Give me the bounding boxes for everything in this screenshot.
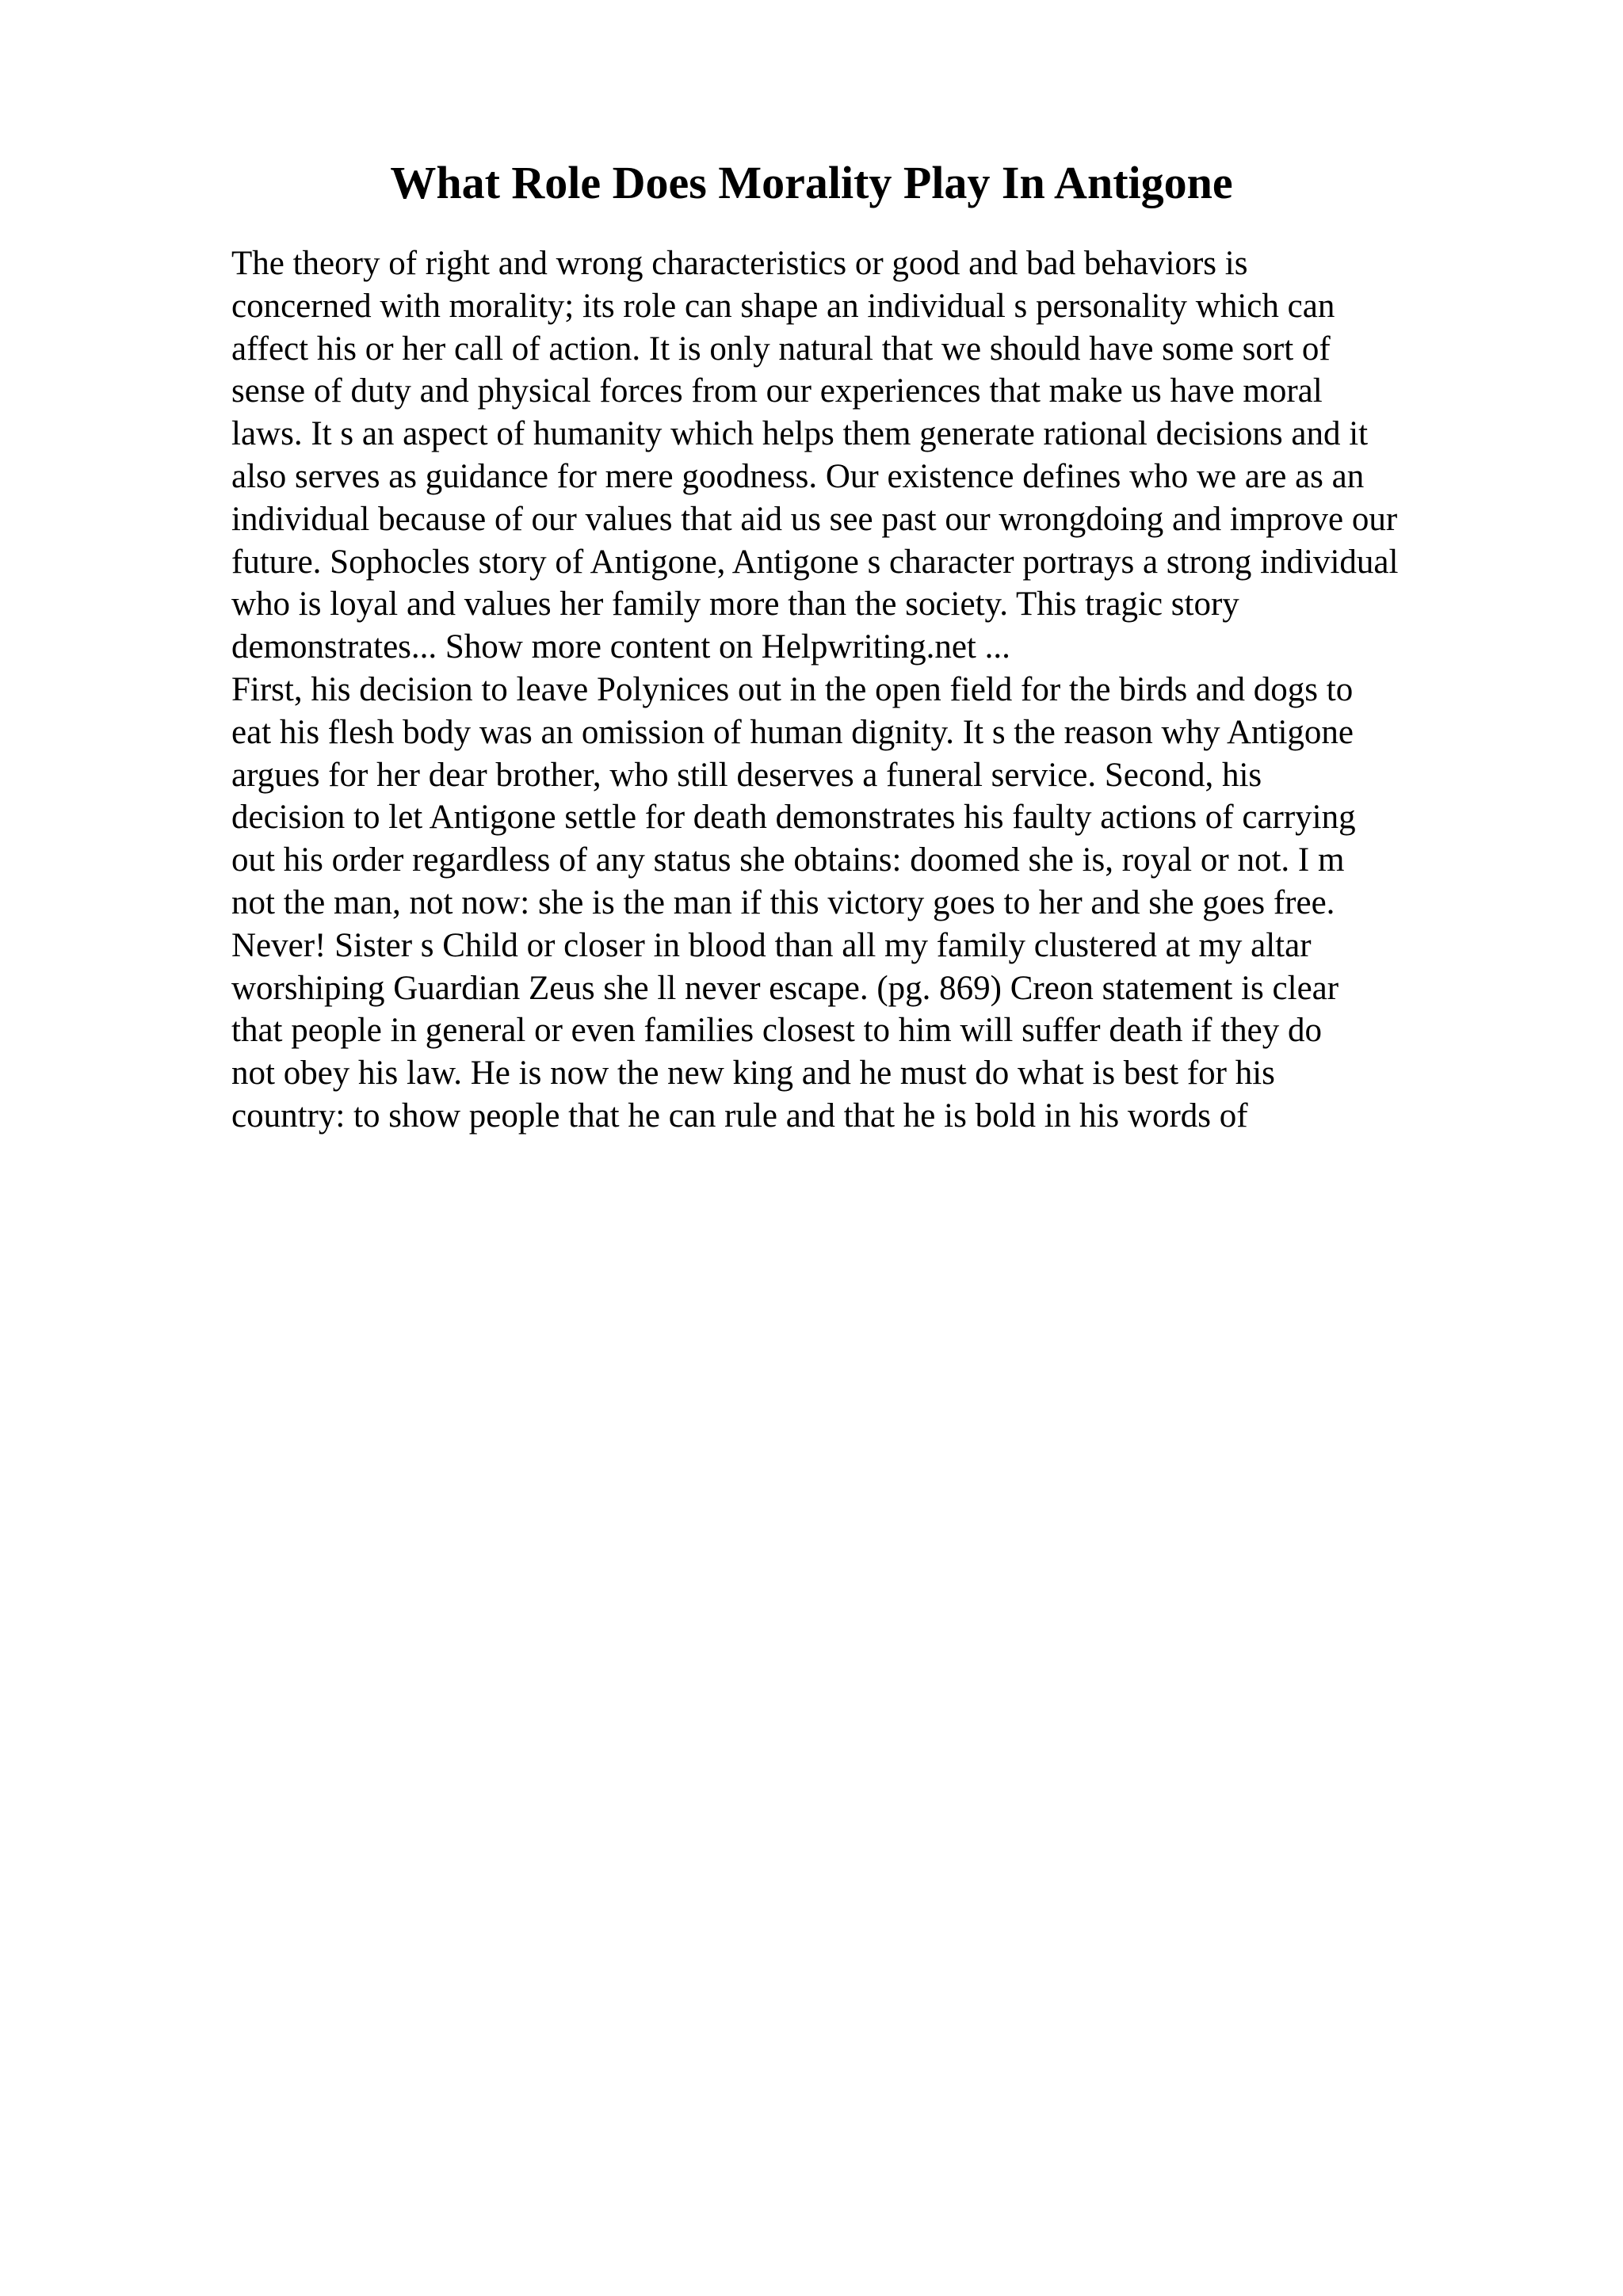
text-line: not the man, not now: she is the man if this victory goes to her and she goes free. [231,883,1335,921]
text-line: country: to show people that he can rule and that he is bold in his words of [231,1097,1248,1135]
text-line: affect his or her call of action. It is only natural that we should have some sort of [231,330,1331,368]
document-title: What Role Does Morality Play In Antigone [390,157,1233,208]
text-line: The theory of right and wrong characteristics or good and bad behaviors is [231,245,1248,282]
text-line: First, his decision to leave Polynices out in the open field for the birds and dogs to [231,670,1354,708]
document-body [231,242,1515,1138]
text-line: concerned with morality; its role can shape an individual s personality which can [231,287,1335,325]
text-line: demonstrates... Show more content on Helpwriting.net ... [231,628,1010,666]
text-line: out his order regardless of any status she obtains: doomed she is, royal or not. I m [231,841,1345,879]
text-line: sense of duty and physical forces from our experiences that make us have moral [231,372,1323,410]
text-line: not obey his law. He is now the new king and he must do what is best for his [231,1055,1275,1093]
text-line: Never! Sister s Child or closer in blood than all my family clustered at my altar [231,926,1312,964]
text-line: eat his flesh body was an omission of human dignity. It s the reason why Antigone [231,713,1354,751]
text-line: argues for her dear brother, who still deserves a funeral service. Second, his [231,756,1262,794]
text-line: that people in general or even families closest to him will suffer death if they do [231,1012,1322,1050]
text-line: worshiping Guardian Zeus she ll never escape. (pg. 869) Creon statement is clear [231,969,1339,1007]
text-line: also serves as guidance for mere goodness. Our existence defines who we are as an [231,457,1365,495]
text-line: decision to let Antigone settle for death demonstrates his faulty actions of carrying [231,799,1356,837]
text-line: who is loyal and values her family more than the society. This tragic story [231,585,1239,624]
text-line: laws. It s an aspect of humanity which helps them generate rational decisions and it [231,415,1369,453]
text-line: individual because of our values that aid us see past our wrongdoing and improve our [231,500,1398,538]
text-line: future. Sophocles story of Antigone, Antigone s character portrays a strong individual [231,543,1399,581]
